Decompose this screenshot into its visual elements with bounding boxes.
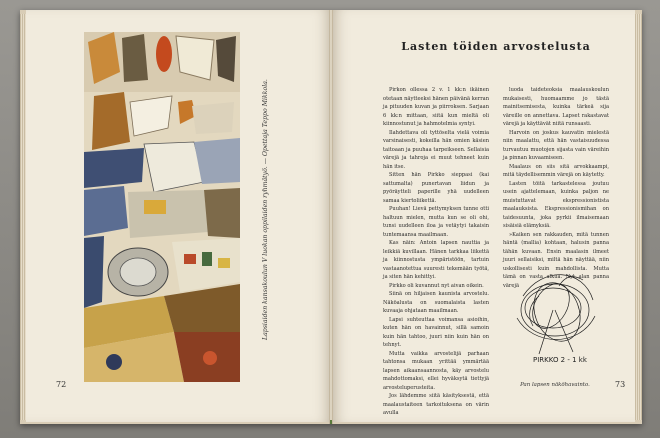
paragraph: Lasten töitä tarkastelessa joutuu usein ajattelemaan, kuinka paljon ne muistuttavat ekspressionistista maalauksista. Ekspressionismihan on taidesuunta, joka pyrkii ilmaisemaan sisäisiä elämyksiä. <box>503 180 609 229</box>
right-page <box>333 10 635 422</box>
article-title: Lasten töiden arvostelusta <box>401 40 591 53</box>
page-number-left: 72 <box>56 380 67 389</box>
paragraph: Maalaus on siis sitä arvokkaampi, mitä täydellisemmin värejä on käytetty. <box>503 163 609 178</box>
left-page <box>26 10 330 422</box>
paragraph: Lapsi suhteuttaa voimansa asioihin, kuten hän on havainnut, sillä samoin kuin hän tahtoo, juuri niin kuin hän on tehnyt. <box>383 316 489 348</box>
page-number-right: 73 <box>615 380 626 389</box>
illustration-caption: Lapsiaiden kansakoulun V luokan oppilaiden ryhmätyö. — Opettaja Teppo Mikkola. <box>262 79 269 340</box>
paragraph: Pirkon ollessa 2 v. 1 kk:n ikäinen otetaan näytteeksi hänen päivänä kerran ja pituuden kuvan ja piirroksen. Sarjaan 6 kk:n mittaan, siitä kun mieltä oli kiinnostunut ja hahmotelmia syntyi. <box>383 87 489 127</box>
paragraph: Pirkko oli kuvannut nyt aivan oikein. <box>389 282 484 289</box>
paragraph: Jos lähdemme siitä käsityksestä, että maalaustaiteen tarkoituksena on värin avulla <box>383 393 489 416</box>
paragraph: Mutta vaikka arvostelijä parhaan tahtonsa mukaan yrittää ymmärtää lapsen aikaansaannosta, käy arvostelu mahdottomaksi, ellei hyväksytä tiettyjä arvosteluperusteita. <box>383 350 489 391</box>
paragraph: Harvoin on joskus kauvatin mielestä niin maalattu, että hän vastaisuudessa turvautuu muotojen sijasta vain väreihin ja pinnan kuvaamiseen. <box>503 129 609 161</box>
paragraph: Kas näin: Antoin lapsen nauttia ja leikkiä kuvillaan. Hänen tarkkaa liikettä ja kiinnostusta ympäristöön, tartuin vastaanotettua suuresti tekemään työtä, ja siten hän kehittyi. <box>383 240 489 280</box>
right-page-edges <box>635 14 642 420</box>
text-column-1 <box>383 86 489 416</box>
children-painting-illustration <box>84 32 240 382</box>
paragraph: Sitten hän Pirkko sieppasi (kai sattumalta) punertavan liidun ja pyöräytteli paperille yhä uudelleen samaa kiertoliikettä. <box>383 172 489 204</box>
drawing-signature: PIRKKO 2 - 1 kk <box>533 356 587 364</box>
text-column-2 <box>503 86 609 289</box>
child-scribble-drawing <box>503 256 607 380</box>
paragraph: »Kaiken sen rakkauden, mitä tunnen häntä (mallia) kohtaan, halusin panna tähän kuvaan. Ensin maalasin ilmeet juuri sellaisiksi, miltä hän näyttää, niin uskollisesti kuin mahdollista. Mutta tämä on vasta alkua. Nyt alan panna värejä <box>503 231 609 289</box>
open-book <box>20 10 642 424</box>
figure-caption: Pan lapsen näköhavainto. <box>520 382 590 388</box>
paragraph: Puuhan! Lievä pettymyksen tunne otti haltuun mielen, mutta kun se oli ohi, tunsi uudelleen iloa ja vetäytyi takaisin tuntemaansa maailmaan. <box>383 206 489 238</box>
paragraph: luoda taideteoksia maalauskoulun mukaisesti, huomaamme jo tästä mainitsemisesta, kuinka tärkeä sija väreille on annettava. Lapset rakastavat värejä ja käyttävät niitä runsaasti. <box>503 87 609 127</box>
binding-thread <box>330 420 332 424</box>
paragraph: Ilahdettava oli tyttöselta vielä voimia varsinaisesti, kokeilla hän omien käsien taitoaan ja puuhaa tarpeikseen. Sellaisia värejä ja tahroja ei muut tehneet kuin hän itse. <box>383 129 489 170</box>
paragraph: Siinä on hiljaisen kaunista arvostelu. Näköalusta on suomalaista lasten kuvaaja ohjataan maailmaan. <box>383 291 489 314</box>
